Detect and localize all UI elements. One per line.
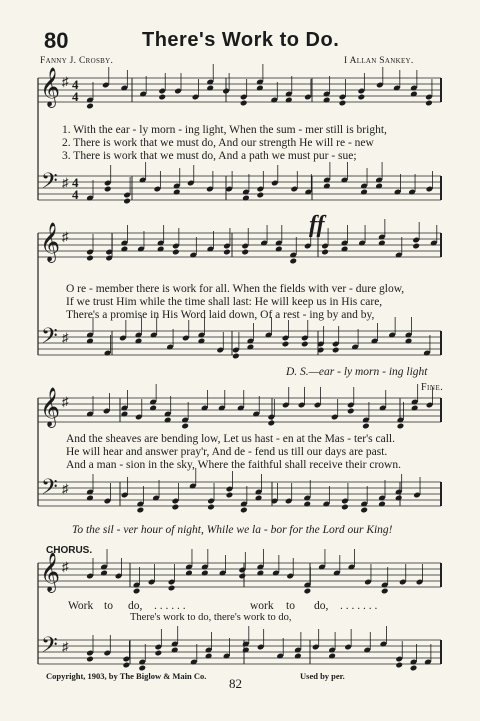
chorus-word: do, <box>128 600 143 612</box>
treble-3-notehead <box>397 423 405 430</box>
time-signature: 4 <box>72 89 79 104</box>
refrain-line: To the sil - ver hour of night, While we la - bor for the Lord our King! <box>72 524 393 536</box>
treble-3-notehead <box>347 408 355 415</box>
hymn-title: There's Work to Do. <box>142 29 340 51</box>
hymn-number: 80 <box>44 28 69 53</box>
bass-1-notehead <box>104 186 112 193</box>
lyricist-credit: Fanny J. Crosby. <box>40 56 114 66</box>
key-sharp-icon: ♯ <box>62 481 69 496</box>
bass-4-notehead <box>123 662 131 669</box>
treble-4-notehead <box>381 588 389 595</box>
treble-1-notehead <box>358 94 366 101</box>
page-number: 82 <box>229 676 242 691</box>
bass-2-notehead <box>232 353 240 360</box>
bass-1-notehead <box>256 192 264 199</box>
copyright-notice: Copyright, 1903, by The Biglow & Main Co. <box>46 671 207 681</box>
bass-2-notehead <box>332 347 340 354</box>
key-sharp-icon: ♯ <box>62 639 69 654</box>
time-signature: 4 <box>72 77 79 92</box>
treble-1-notehead <box>425 100 433 107</box>
treble-2-notehead <box>412 243 420 250</box>
verse-3-line-3: And a man - sion in the sky, Where the faithful shall receive their crown. <box>66 459 401 471</box>
chorus-word: to <box>286 600 295 612</box>
bass-3-notehead <box>341 504 349 511</box>
key-sharp-icon: ♯ <box>62 394 69 409</box>
treble-clef-icon: 𝄞 <box>40 67 61 107</box>
chorus-word: to <box>104 600 113 612</box>
verse-2-line-3: He will hear and answer pray'r, And de - fend us till our days are past. <box>66 446 388 458</box>
treble-clef-icon: 𝄞 <box>40 552 61 592</box>
treble-4-notehead <box>304 588 312 595</box>
treble-1-notehead <box>339 100 347 107</box>
dal-segno-line: D. S.—ear - ly morn - ing light <box>286 366 428 378</box>
key-sharp-icon: ♯ <box>62 175 69 190</box>
key-sharp-icon: ♯ <box>62 330 69 345</box>
bass-4-notehead <box>155 650 163 657</box>
key-sharp-icon: ♯ <box>62 229 69 244</box>
chorus-label: CHORUS. <box>46 545 93 556</box>
bass-3-notehead <box>172 504 180 511</box>
treble-2-notehead <box>321 249 329 256</box>
bass-3-notehead <box>207 504 215 511</box>
treble-2-notehead <box>86 255 94 262</box>
composer-credit: I Allan Sankey. <box>344 56 414 66</box>
treble-1-notehead <box>86 103 94 110</box>
bass-3-notehead <box>226 492 234 499</box>
bass-clef-icon: 𝄢 <box>41 633 58 663</box>
fine-mark: Fine. <box>421 382 444 393</box>
key-sharp-icon: ♯ <box>62 74 69 89</box>
verse-1-line-1: 1. With the ear - ly morn - ing light, When the sum - mer still is bright, <box>62 124 387 136</box>
chorus-bass-words: There's work to do, there's work to do, <box>130 612 292 623</box>
treble-2-notehead <box>241 249 249 256</box>
chorus-word: Work <box>68 600 94 612</box>
verse-3-line-2: There's a promise in His Word laid down, Of a rest - ing by and by, <box>66 309 375 321</box>
verse-3-line-1: 3. There is work that we must do, And a path we must pur - sue; <box>62 150 357 162</box>
bass-4-notehead <box>410 665 418 672</box>
chorus-word: work <box>250 600 274 612</box>
key-sharp-icon: ♯ <box>62 559 69 574</box>
time-signature: 4 <box>72 187 79 202</box>
permission-notice: Used by per. <box>300 671 345 681</box>
treble-2-notehead <box>172 249 180 256</box>
treble-2-notehead <box>223 249 231 256</box>
bass-2-notehead <box>282 341 290 348</box>
time-signature: 4 <box>72 175 79 190</box>
bass-2-notehead <box>301 341 309 348</box>
bass-3-notehead <box>360 507 368 514</box>
treble-3-notehead <box>362 423 370 430</box>
bass-clef-icon: 𝄢 <box>41 169 58 199</box>
bass-4-notehead <box>395 662 403 669</box>
treble-1-notehead <box>158 94 166 101</box>
treble-4-notehead <box>133 588 141 595</box>
treble-3-notehead <box>268 420 276 427</box>
chorus-word: do, <box>314 600 329 612</box>
chorus-word: . . . . . . . <box>340 600 378 612</box>
bass-4-notehead <box>86 656 94 663</box>
treble-clef-icon: 𝄞 <box>40 387 61 427</box>
bass-1-notehead <box>123 198 131 205</box>
treble-4-notehead <box>168 585 176 592</box>
treble-3-notehead <box>181 423 189 430</box>
bass-clef-icon: 𝄢 <box>41 324 58 354</box>
treble-4-notehead <box>238 573 246 580</box>
bass-clef-icon: 𝄢 <box>41 475 58 505</box>
verse-1-line-2: O re - member there is work for all. When the fields with ver - dure glow, <box>66 283 405 295</box>
chorus-word: . . . . . . <box>154 600 186 612</box>
treble-clef-icon: 𝄞 <box>40 222 61 262</box>
bass-3-notehead <box>240 507 248 514</box>
fortissimo-mark: ff <box>309 212 325 238</box>
treble-2-notehead <box>289 258 297 265</box>
verse-1-line-3: And the sheaves are bending low, Let us hast - en at the Mas - ter's call. <box>66 433 395 445</box>
treble-1-notehead <box>240 100 248 107</box>
bass-3-notehead <box>137 507 145 514</box>
verse-2-line-2: If we trust Him while the time shall last: He will keep us in His care, <box>66 296 383 308</box>
verse-2-line-1: 2. There is work that we must do, And our strength He will re - new <box>62 137 374 149</box>
